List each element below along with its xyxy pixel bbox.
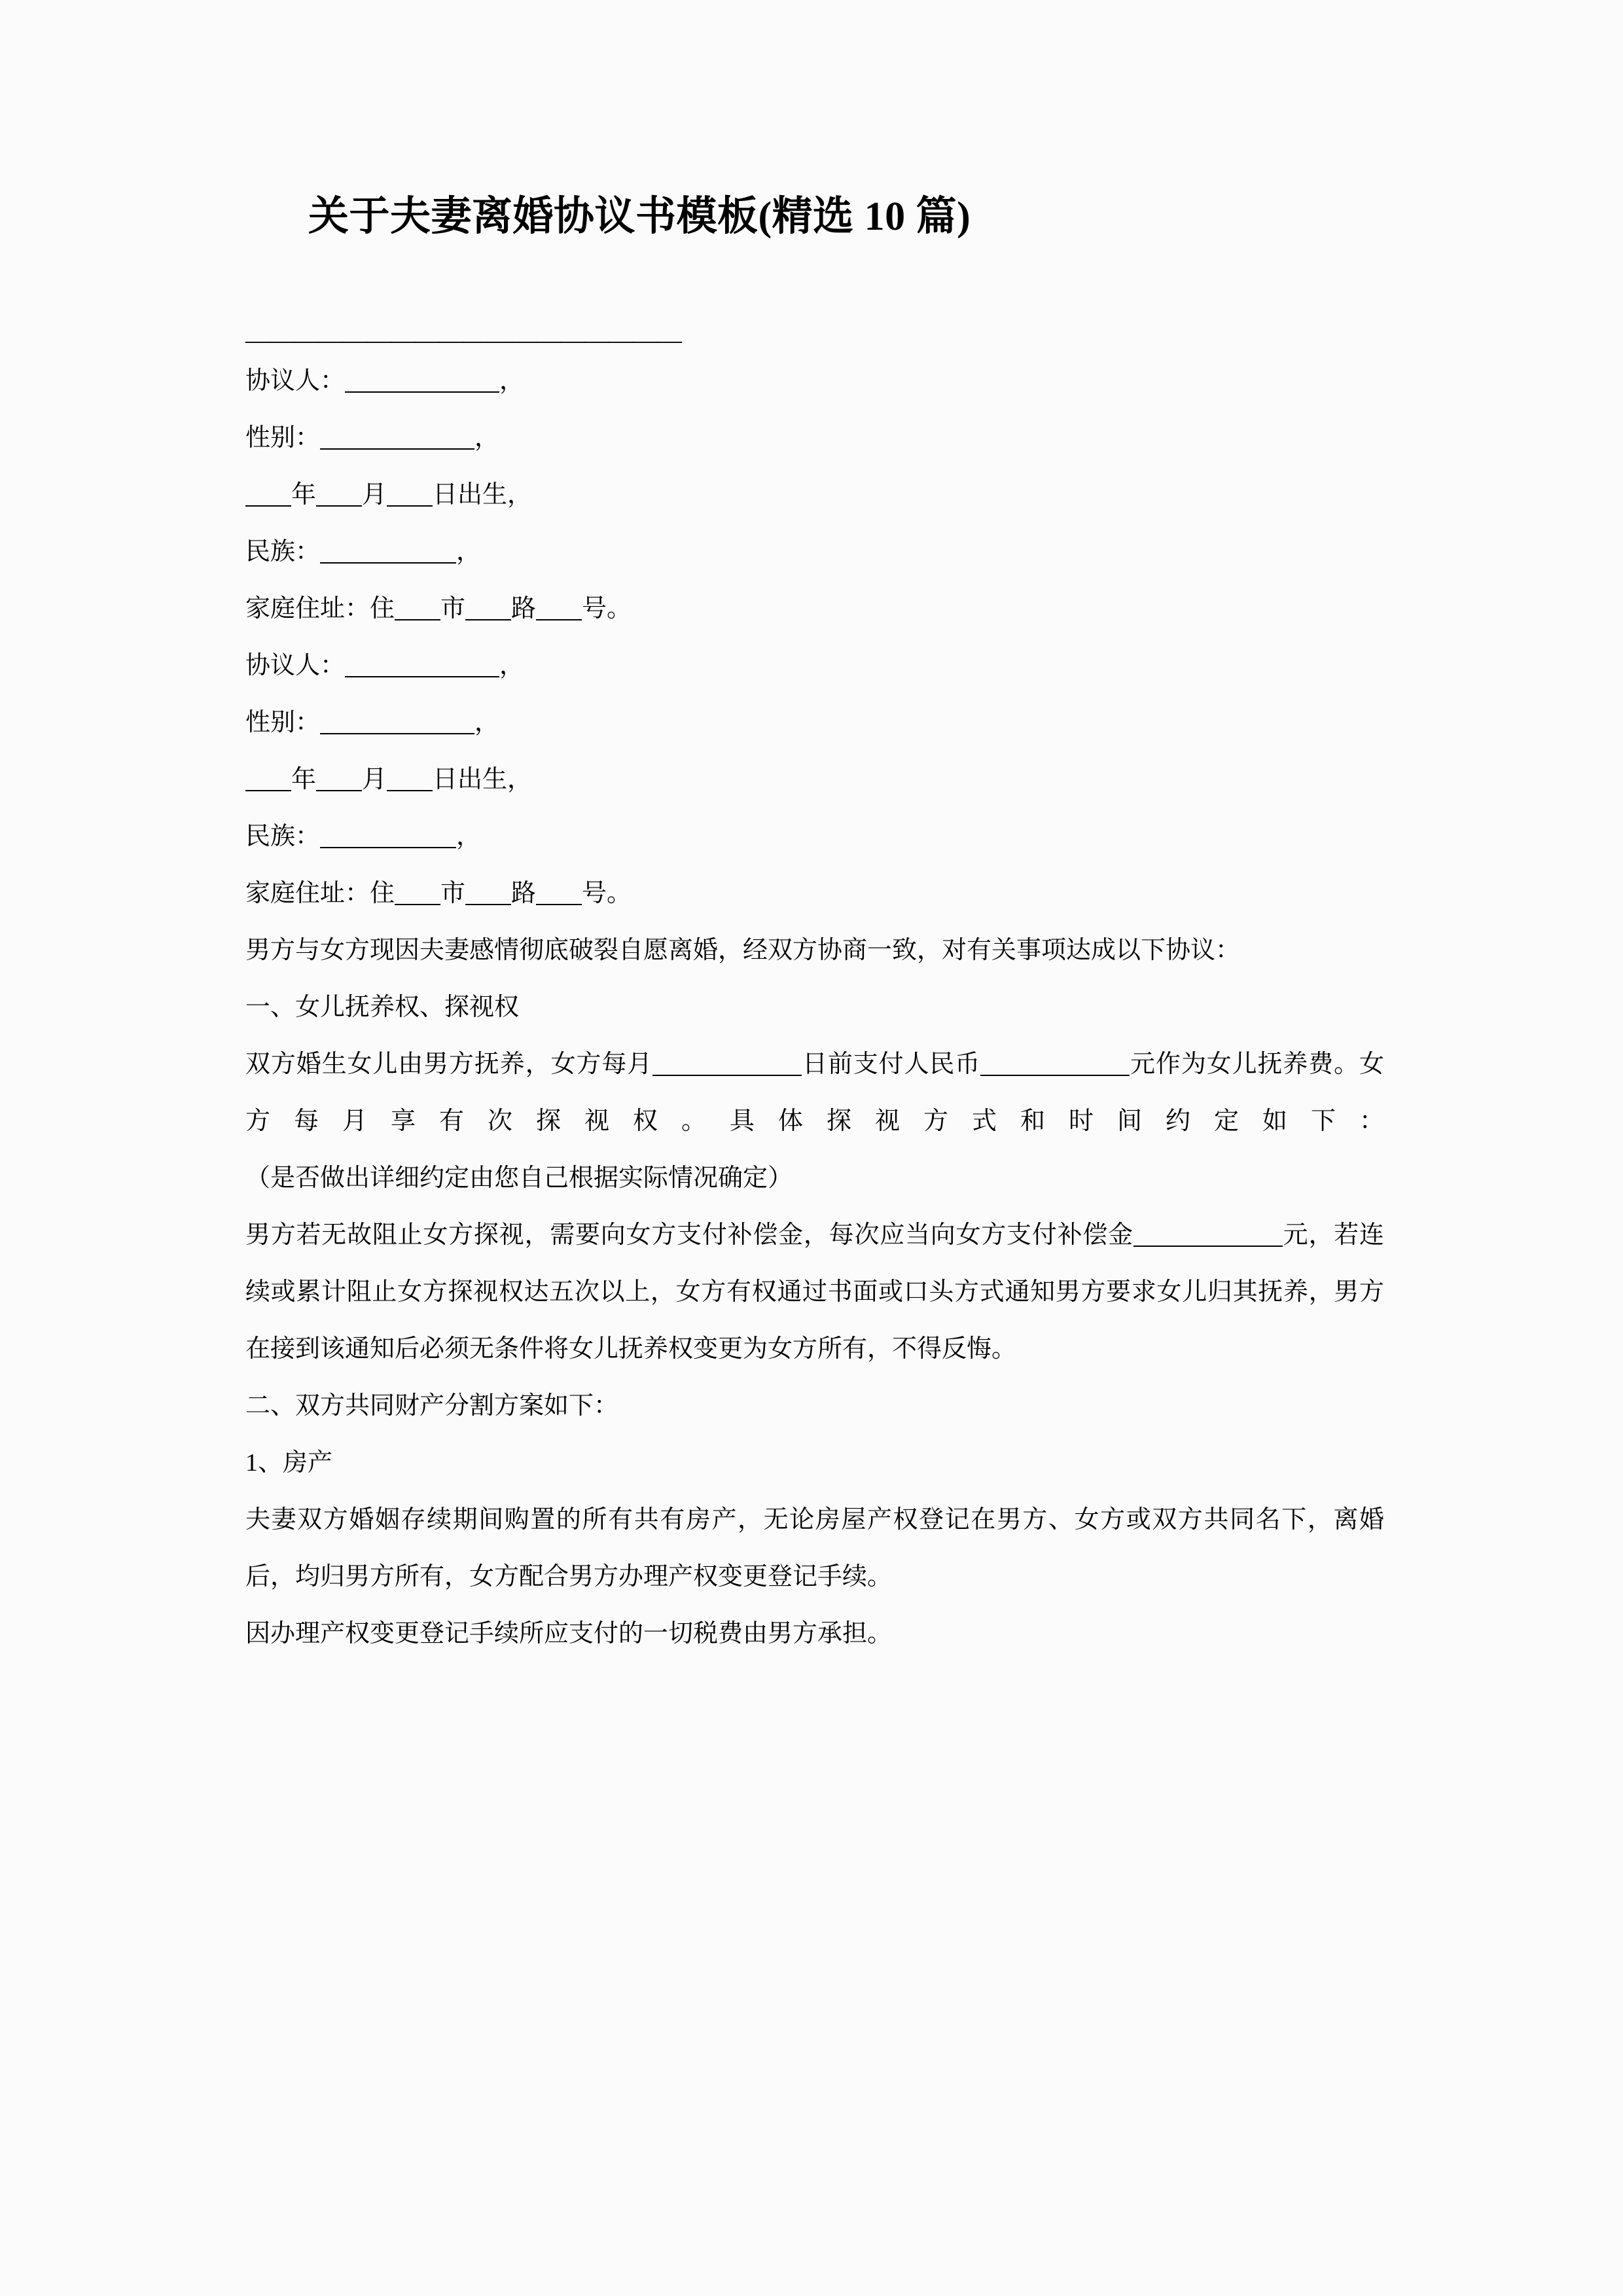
party-two-gender-suffix: ，	[474, 709, 500, 737]
party-one-birth-year-label: 年	[291, 481, 317, 509]
party-one-block	[245, 353, 1384, 637]
party-two-ethnicity-label: 民族：	[245, 823, 321, 851]
party-two-block	[245, 637, 1384, 922]
party-two-ethnicity-line	[245, 808, 1384, 865]
property-paragraph-one: 夫妻双方婚姻存续期间购置的所有共有房产，无论房屋产权登记在男方、女方或双方共同名下，离婚后，均归男方所有，女方配合男方办理产权变更登记手续。	[245, 1506, 1384, 1591]
party-two-ethnicity-blank[interactable]	[320, 827, 456, 848]
party-two-name-blank[interactable]	[345, 656, 499, 677]
party-two-address-label: 家庭住址：住	[245, 880, 395, 908]
party-two-birth-year-label: 年	[291, 766, 317, 794]
party-one-ethnicity-blank[interactable]	[320, 543, 456, 564]
custody-text-part2: 日前支付人民币	[802, 1050, 981, 1079]
party-two-address-number-label: 号。	[582, 880, 632, 908]
party-two-address-road-blank[interactable]	[465, 884, 511, 905]
custody-payment-date-blank[interactable]	[652, 1055, 802, 1076]
party-one-birthdate-line	[245, 467, 1384, 524]
party-one-name-suffix: ，	[499, 367, 525, 395]
party-one-birth-day-label: 日出生，	[433, 481, 533, 509]
penalty-amount-blank[interactable]	[1133, 1226, 1283, 1247]
party-one-gender-suffix: ，	[474, 424, 500, 452]
party-one-name-label: 协议人：	[245, 367, 346, 395]
section-two-item-one-heading: 1、房产	[245, 1449, 333, 1477]
party-two-birth-day-blank[interactable]	[387, 770, 433, 791]
party-two-address-road-label: 路	[511, 880, 537, 908]
party-one-ethnicity-line	[245, 524, 1384, 581]
party-one-address-number-blank[interactable]	[536, 600, 582, 620]
party-one-address-label: 家庭住址：住	[245, 595, 395, 623]
party-one-birth-day-blank[interactable]	[387, 486, 433, 507]
custody-text-part1: 双方婚生女儿由男方抚养，女方每月	[245, 1050, 653, 1079]
custody-paragraph	[245, 1036, 1384, 1150]
party-two-address-number-blank[interactable]	[536, 884, 582, 905]
party-one-address-road-label: 路	[511, 595, 537, 623]
preamble-paragraph: 男方与女方现因夫妻感情彻底破裂自愿离婚，经双方协商一致，对有关事项达成以下协议：	[245, 937, 1241, 965]
page-title: 关于夫妻离婚协议书模板(精选 10 篇)	[308, 194, 971, 239]
property-paragraph-two: 因办理产权变更登记手续所应支付的一切税费由男方承担。	[245, 1620, 893, 1648]
party-two-birthdate-line	[245, 751, 1384, 808]
party-two-ethnicity-suffix: ，	[456, 823, 482, 851]
party-two-birth-month-blank[interactable]	[316, 770, 362, 791]
party-two-name-line	[245, 637, 1384, 694]
party-two-address-city-label: 市	[440, 880, 466, 908]
custody-amount-blank[interactable]	[980, 1055, 1130, 1076]
party-one-birth-year-blank[interactable]	[245, 486, 291, 507]
party-one-ethnicity-suffix: ，	[456, 538, 482, 566]
section-one-heading: 一、女儿抚养权、探视权	[245, 994, 520, 1022]
separator-rule: ——————————————————	[245, 327, 681, 355]
penalty-text-part2: 元，若连续或累计阻止女方探视权达五次以上，女方有权通过书面或口头方式通知男方要求女儿归其抚养，男方在接到该通知后必须无条件将女儿抚养权变更为女方所有，不得反悔。	[245, 1221, 1384, 1363]
party-one-address-number-label: 号。	[582, 595, 632, 623]
document-content	[245, 0, 1384, 1662]
custody-text-part3: 元作为女儿抚养费。女方每月享有次探视权。具体探视方式和时间约定如下：	[245, 1050, 1384, 1136]
party-two-name-label: 协议人：	[245, 652, 346, 680]
party-one-birth-month-label: 月	[362, 481, 387, 509]
party-one-gender-blank[interactable]	[320, 429, 474, 450]
party-one-name-line	[245, 353, 1384, 410]
party-two-gender-blank[interactable]	[320, 713, 474, 734]
party-one-ethnicity-label: 民族：	[245, 538, 321, 566]
penalty-paragraph	[245, 1207, 1384, 1378]
party-one-gender-label: 性别：	[245, 424, 321, 452]
party-one-gender-line	[245, 410, 1384, 467]
penalty-text-part1: 男方若无故阻止女方探视，需要向女方支付补偿金，每次应当向女方支付补偿金	[245, 1221, 1133, 1249]
party-two-address-line	[245, 865, 1384, 922]
party-one-address-city-blank[interactable]	[395, 600, 440, 620]
party-one-birth-month-blank[interactable]	[316, 486, 362, 507]
party-two-name-suffix: ，	[499, 652, 525, 680]
party-two-address-city-blank[interactable]	[395, 884, 440, 905]
party-one-name-blank[interactable]	[345, 372, 499, 393]
party-two-birth-month-label: 月	[362, 766, 387, 794]
party-one-address-city-label: 市	[440, 595, 466, 623]
custody-note: （是否做出详细约定由您自己根据实际情况确定）	[245, 1164, 793, 1193]
party-two-gender-label: 性别：	[245, 709, 321, 737]
party-two-birth-year-blank[interactable]	[245, 770, 291, 791]
party-two-birth-day-label: 日出生，	[433, 766, 533, 794]
party-two-gender-line	[245, 694, 1384, 751]
party-one-address-road-blank[interactable]	[465, 600, 511, 620]
section-two-heading: 二、双方共同财产分割方案如下：	[245, 1392, 619, 1420]
party-one-address-line	[245, 581, 1384, 637]
